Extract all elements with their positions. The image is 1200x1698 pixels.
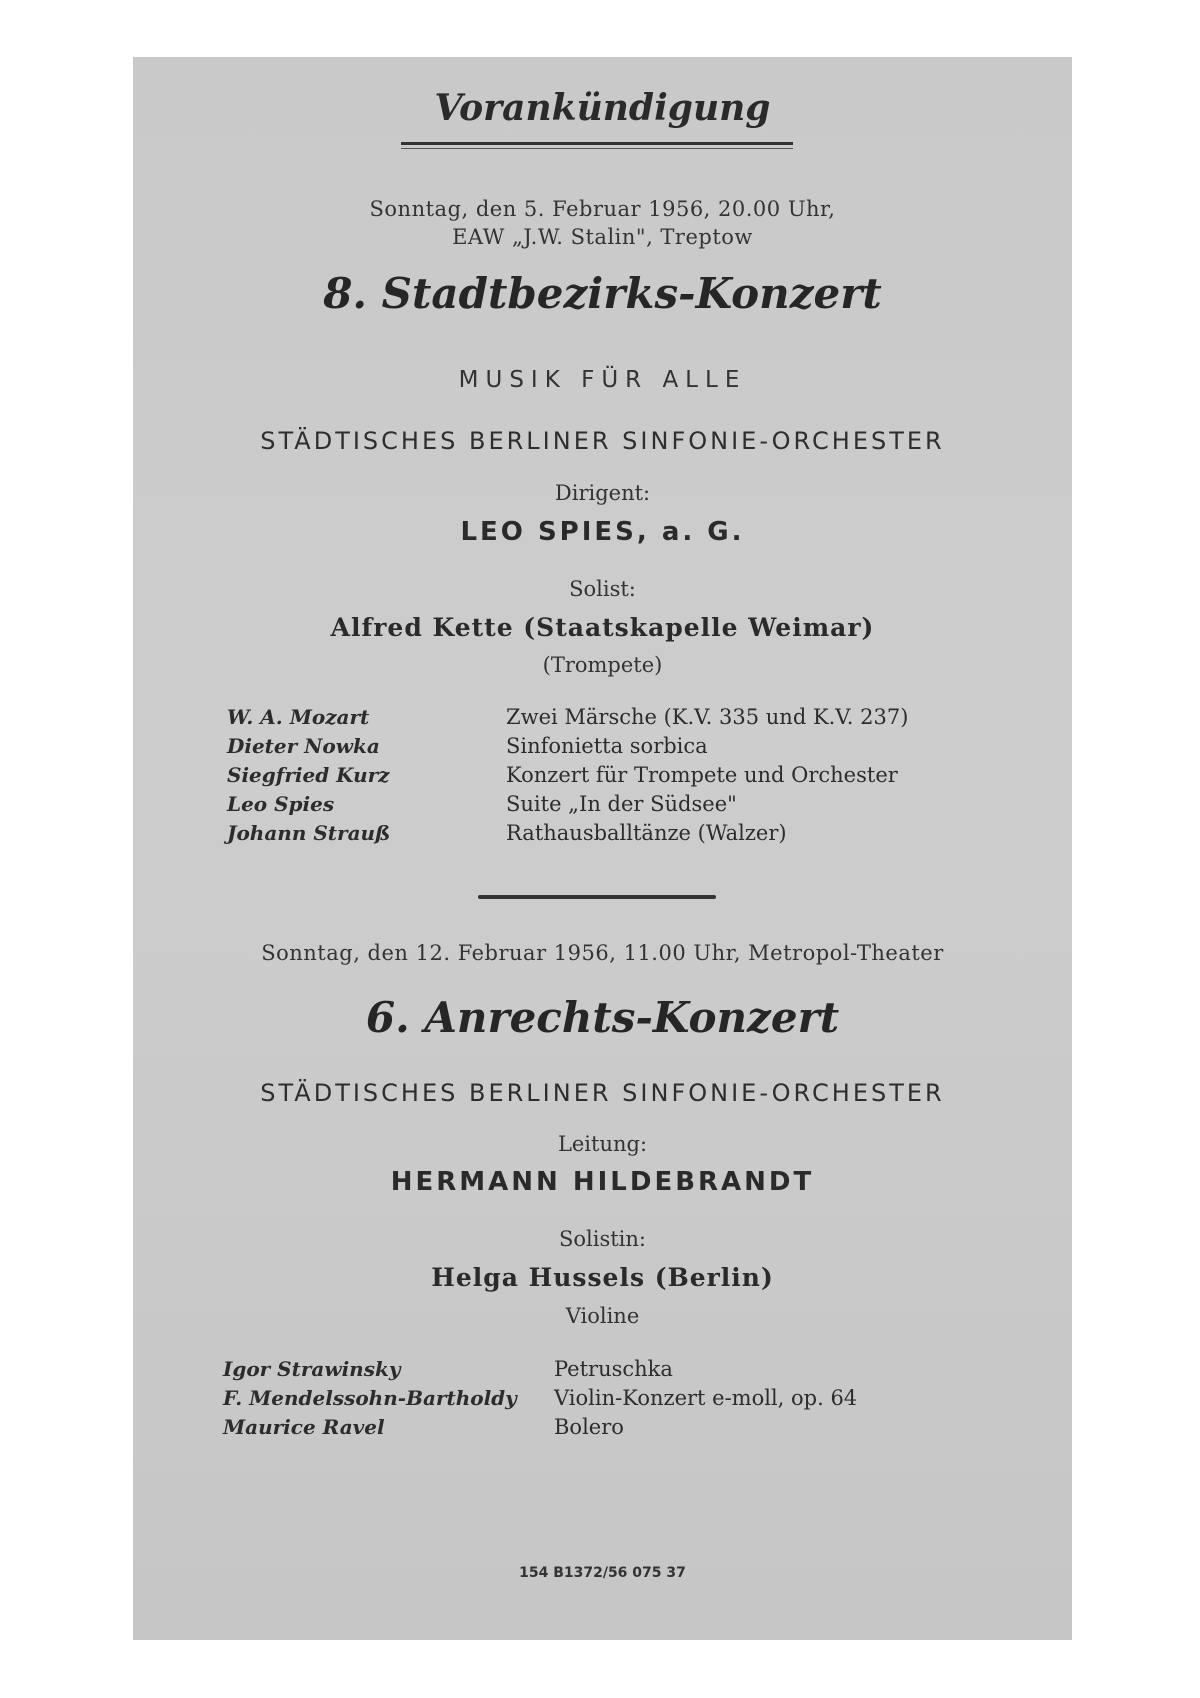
- program-work: Konzert für Trompete und Orchester: [506, 763, 898, 787]
- program-work: Petruschka: [554, 1357, 673, 1381]
- program-work: Rathausballtänze (Walzer): [506, 821, 787, 845]
- program-work: Suite „In der Südsee": [506, 792, 737, 816]
- heading-underline: [401, 142, 793, 145]
- print-code: 154 B1372/56 075 37: [519, 1565, 686, 1581]
- concert1-title: 8. Stadtbezirks-Konzert: [323, 269, 882, 318]
- concert1-motto: MUSIK FÜR ALLE: [458, 367, 747, 393]
- concert2-program: [133, 1357, 1072, 1447]
- program-work: Zwei Märsche (K.V. 335 und K.V. 237): [506, 705, 909, 729]
- program-composer: W. A. Mozart: [227, 705, 370, 729]
- concert1-instrument: (Trompete): [542, 653, 663, 677]
- concert2-date-venue: Sonntag, den 12. Februar 1956, 11.00 Uhr, Metropol-Theater: [261, 941, 944, 965]
- concert2-soloist-label: Solistin:: [559, 1227, 646, 1251]
- concert2-orchestra: STÄDTISCHES BERLINER SINFONIE-ORCHESTER: [260, 1079, 945, 1107]
- concert1-program: [133, 705, 1072, 855]
- concert2-instrument: Violine: [565, 1304, 640, 1328]
- program-composer: Leo Spies: [227, 792, 335, 816]
- program-work: Sinfonietta sorbica: [506, 734, 708, 758]
- concert2-conductor-label: Leitung:: [557, 1132, 648, 1156]
- program-composer: Siegfried Kurz: [227, 763, 390, 787]
- program-leaflet: [133, 57, 1072, 1640]
- concert1-date: Sonntag, den 5. Februar 1956, 20.00 Uhr,: [369, 197, 836, 221]
- program-work: Violin-Konzert e-moll, op. 64: [554, 1386, 858, 1410]
- concert2-conductor: HERMANN HILDEBRANDT: [390, 1167, 815, 1197]
- announcement-heading: Vorankündigung: [434, 87, 771, 129]
- concert2-soloist: Helga Hussels (Berlin): [431, 1263, 774, 1292]
- concert1-orchestra: STÄDTISCHES BERLINER SINFONIE-ORCHESTER: [260, 427, 945, 455]
- section-divider: [478, 895, 716, 899]
- concert1-soloist-label: Solist:: [569, 577, 636, 601]
- heading-underline-thin: [401, 148, 793, 149]
- program-composer: Johann Strauß: [227, 821, 391, 845]
- concert1-venue: EAW „J.W. Stalin", Treptow: [452, 225, 753, 249]
- program-work: Bolero: [554, 1415, 624, 1439]
- program-composer: Maurice Ravel: [223, 1415, 385, 1439]
- program-composer: Igor Strawinsky: [223, 1357, 401, 1381]
- program-composer: F. Mendelssohn-Bartholdy: [223, 1386, 517, 1410]
- program-composer: Dieter Nowka: [227, 734, 380, 758]
- concert1-soloist: Alfred Kette (Staatskapelle Weimar): [330, 613, 875, 642]
- concert2-title: 6. Anrechts-Konzert: [365, 993, 840, 1042]
- concert1-conductor-label: Dirigent:: [554, 481, 651, 505]
- concert1-conductor: LEO SPIES, a. G.: [460, 517, 745, 547]
